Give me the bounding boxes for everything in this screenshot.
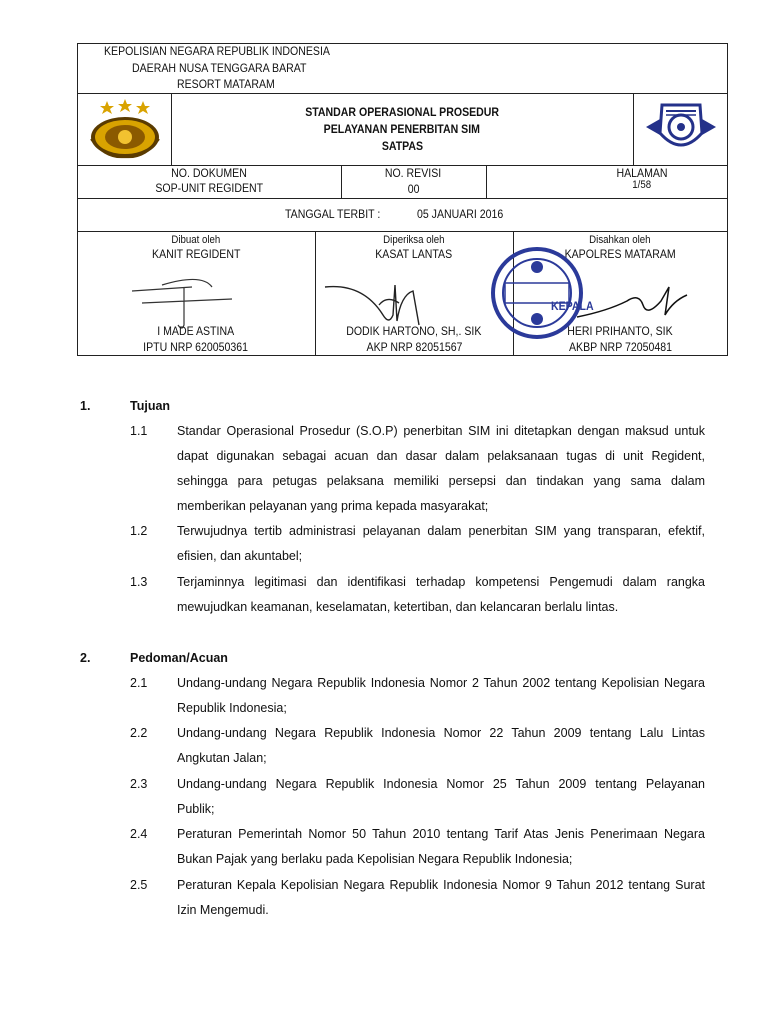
doc-title-line-3: SATPAS bbox=[381, 139, 423, 153]
doc-title-line-1: STANDAR OPERASIONAL PROSEDUR bbox=[305, 105, 499, 119]
section-1-title: Tujuan bbox=[130, 399, 171, 413]
item-2-2-text bbox=[177, 721, 705, 771]
item-2-2-line-2: Angkutan Jalan; bbox=[177, 751, 267, 765]
item-1-1-line-4: memberikan pelayanan yang prima kepada masyarakat; bbox=[177, 499, 489, 513]
item-2-3-line-1: Undang-undang Negara Republik Indonesia Nomor 25 Tahun 2009 tentang Pelayanan bbox=[177, 777, 705, 791]
sig-3-role: Disahkan oleh bbox=[589, 234, 651, 246]
item-2-3-line-2: Publik; bbox=[177, 802, 215, 816]
stamp-label: KEPALA bbox=[551, 299, 594, 313]
lantas-emblem-icon bbox=[642, 97, 720, 166]
item-1-1-text bbox=[177, 419, 705, 519]
sig-1-name: I MADE ASTINA bbox=[157, 324, 235, 338]
item-1-1-line-1: Standar Operasional Prosedur (S.O.P) penerbitan SIM ini ditetapkan dengan maksud untuk bbox=[177, 424, 705, 438]
rule-doc-2 bbox=[486, 165, 487, 199]
sig-3-nrp: AKBP NRP 72050481 bbox=[568, 340, 672, 354]
sig-2-name: DODIK HARTONO, SH,. SIK bbox=[346, 324, 482, 338]
sig-3-name: HERI PRIHANTO, SIK bbox=[567, 324, 673, 338]
halaman-value: 1/58 bbox=[632, 179, 652, 191]
border-left bbox=[77, 43, 78, 356]
tanggal-terbit-value: 05 JANUARI 2016 bbox=[417, 207, 504, 221]
item-2-4-line-1: Peraturan Pemerintah Nomor 50 Tahun 2010 tentang Tarif Atas Jenis Penerimaan Negara bbox=[177, 827, 705, 841]
sig-1-position: KANIT REGIDENT bbox=[151, 247, 241, 261]
sig-2-nrp: AKP NRP 82051567 bbox=[366, 340, 462, 354]
rule-1 bbox=[77, 93, 728, 94]
item-1-2-line-1: Terwujudnya tertib administrasi pelayanan dalam penerbitan SIM yang transparan, efektif, bbox=[177, 524, 705, 538]
item-2-4-text bbox=[177, 822, 705, 872]
org-line-3: RESORT MATARAM bbox=[177, 77, 275, 91]
border-bottom bbox=[77, 355, 728, 356]
item-2-5-number: 2.5 bbox=[130, 878, 148, 892]
org-line-2: DAERAH NUSA TENGGARA BARAT bbox=[132, 61, 307, 75]
item-1-1-line-2: dapat digunakan sebagai acuan dan dasar dalam pelaksanaan tugas di unit Regident, bbox=[177, 449, 705, 463]
item-2-1-text bbox=[177, 671, 705, 721]
item-2-5-line-1: Peraturan Kepala Kepolisian Negara Republik Indonesia Nomor 9 Tahun 2012 tentang Surat bbox=[177, 878, 705, 892]
polri-emblem-icon bbox=[85, 99, 165, 166]
item-2-5-line-2: Izin Mengemudi. bbox=[177, 903, 269, 917]
sig-3-position: KAPOLRES MATARAM bbox=[564, 247, 676, 261]
tanggal-terbit-label: TANGGAL TERBIT : bbox=[285, 207, 381, 221]
rule-4 bbox=[77, 231, 728, 232]
section-2-title: Pedoman/Acuan bbox=[130, 651, 228, 665]
item-1-2-number: 1.2 bbox=[130, 524, 148, 538]
item-2-1-line-1: Undang-undang Negara Republik Indonesia Nomor 2 Tahun 2002 tentang Kepolisian Negara bbox=[177, 676, 705, 690]
item-2-3-number: 2.3 bbox=[130, 777, 148, 791]
doc-title-line-2: PELAYANAN PENERBITAN SIM bbox=[323, 122, 481, 136]
rule-3 bbox=[77, 198, 728, 199]
item-2-1-number: 2.1 bbox=[130, 676, 148, 690]
item-1-2-line-2: efisien, dan akuntabel; bbox=[177, 549, 303, 563]
sig-2-position: KASAT LANTAS bbox=[375, 247, 453, 261]
item-1-3-line-1: Terjaminnya legitimasi dan identifikasi terhadap kompetensi Pengemudi dalam rangka bbox=[177, 575, 705, 589]
item-1-1-number: 1.1 bbox=[130, 424, 148, 438]
section-1-number: 1. bbox=[80, 399, 91, 413]
item-2-4-number: 2.4 bbox=[130, 827, 148, 841]
item-1-3-number: 1.3 bbox=[130, 575, 148, 589]
no-revisi-value: 00 bbox=[407, 182, 420, 196]
halaman-label: HALAMAN bbox=[616, 166, 668, 180]
document-header-table bbox=[77, 43, 728, 356]
item-2-4-line-2: Bukan Pajak yang berlaku pada Kepolisian Negara Republik Indonesia; bbox=[177, 852, 573, 866]
item-2-2-number: 2.2 bbox=[130, 726, 148, 740]
item-1-3-line-2: mewujudkan keamanan, keselamatan, ketertiban, dan kelancaran berlalu lintas. bbox=[177, 600, 619, 614]
item-2-1-line-2: Republik Indonesia; bbox=[177, 701, 287, 715]
no-revisi-label: NO. REVISI bbox=[385, 166, 442, 180]
no-dokumen-value: SOP-UNIT REGIDENT bbox=[155, 181, 263, 195]
item-1-3-text bbox=[177, 570, 705, 620]
section-2-number: 2. bbox=[80, 651, 91, 665]
sig-1-role: Dibuat oleh bbox=[171, 234, 221, 246]
item-2-3-text bbox=[177, 772, 705, 822]
no-dokumen-label: NO. DOKUMEN bbox=[171, 166, 247, 180]
org-line-1: KEPOLISIAN NEGARA REPUBLIK INDONESIA bbox=[104, 44, 330, 58]
item-2-2-line-1: Undang-undang Negara Republik Indonesia Nomor 22 Tahun 2009 tentang Lalu Lintas bbox=[177, 726, 705, 740]
sig-2-role: Diperiksa oleh bbox=[383, 234, 445, 246]
border-right bbox=[727, 43, 728, 356]
sig-1-nrp: IPTU NRP 620050361 bbox=[143, 340, 249, 354]
rule-logo-right bbox=[633, 93, 634, 166]
item-2-5-text bbox=[177, 873, 705, 923]
item-1-2-text bbox=[177, 519, 705, 569]
item-1-1-line-3: sehingga para petugas pelaksana memiliki persepsi dan tindakan yang sama dalam bbox=[177, 474, 705, 488]
